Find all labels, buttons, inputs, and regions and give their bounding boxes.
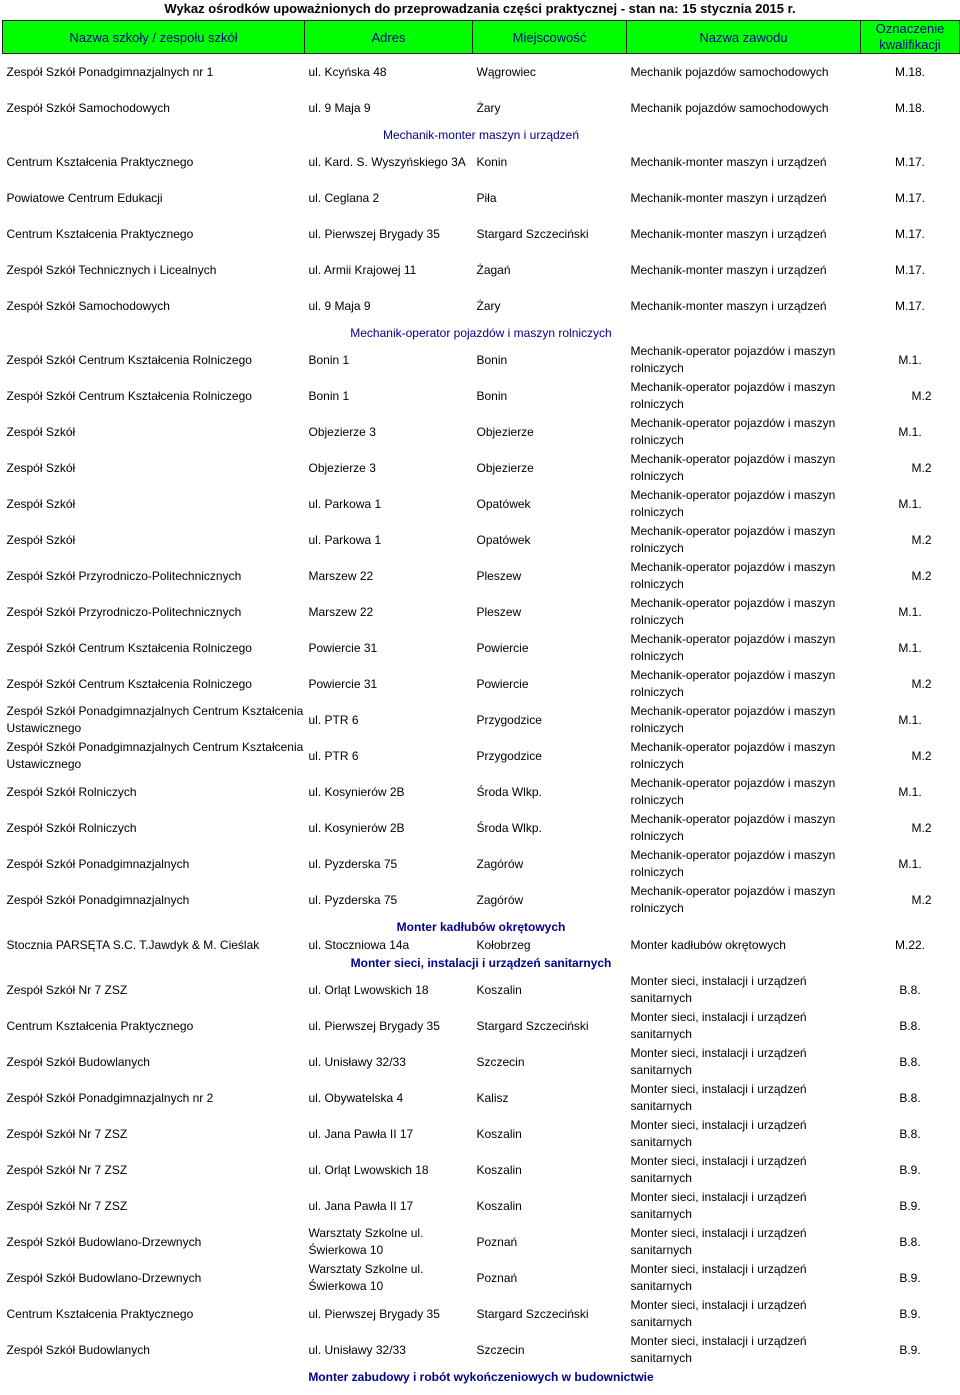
table-row — [3, 252, 960, 288]
cell-school: Zespół Szkół — [6, 460, 76, 475]
header-address: Adres — [305, 21, 473, 54]
cell-address: ul. Armii Krajowej 11 — [308, 262, 417, 277]
cell-school: Zespół Szkół Budowlano-Drzewnych — [6, 1270, 202, 1285]
cell-qualification: M.2 — [911, 820, 932, 835]
cell-school: Zespół Szkół Ponadgimnazjalnych Centrum Kształcenia Ustawicznego — [6, 740, 304, 771]
cell-qualification: M.1. — [898, 712, 922, 727]
cell-city: Pleszew — [476, 604, 522, 619]
cell-address: Warsztaty Szkolne ul. Świerkowa 10 — [308, 1226, 424, 1257]
cell-address: ul. 9 Maja 9 — [308, 100, 371, 115]
cell-qualification: M.1. — [898, 784, 922, 799]
cell-school: Zespół Szkół Przyrodniczo-Politechnicznych — [6, 604, 242, 619]
cell-profession: Mechanik pojazdów samochodowych — [630, 64, 829, 79]
cell-city: Piła — [476, 190, 497, 205]
header-school: Nazwa szkoły / zespołu szkół — [3, 21, 305, 54]
cell-profession: Mechanik-operator pojazdów i maszyn rolniczych — [630, 596, 836, 627]
cell-profession: Mechanik-operator pojazdów i maszyn rolniczych — [630, 344, 836, 375]
cell-school: Zespół Szkół — [6, 496, 76, 511]
cell-city: Bonin — [476, 388, 508, 403]
table-row — [3, 810, 960, 846]
cell-profession: Monter sieci, instalacji i urządzeń sanitarnych — [630, 1334, 807, 1365]
cell-city: Stargard Szczeciński — [476, 1018, 589, 1033]
table-row — [3, 1224, 960, 1260]
cell-profession: Mechanik-monter maszyn i urządzeń — [630, 190, 827, 205]
cell-address: Bonin 1 — [308, 352, 350, 367]
cell-city: Środa Wlkp. — [476, 820, 542, 835]
cell-profession: Monter sieci, instalacji i urządzeń sanitarnych — [630, 1010, 807, 1041]
header-city: Miejscowość — [473, 21, 627, 54]
cell-school: Zespół Szkół Ponadgimnazjalnych — [6, 856, 190, 871]
cell-city: Stargard Szczeciński — [476, 226, 589, 241]
cell-address: ul. Pyzderska 75 — [308, 856, 398, 871]
cell-address: ul. Ceglana 2 — [308, 190, 380, 205]
table-row — [3, 522, 960, 558]
cell-address: Bonin 1 — [308, 388, 350, 403]
cell-address: ul. PTR 6 — [308, 748, 359, 763]
table-row — [3, 1260, 960, 1296]
cell-address: Warsztaty Szkolne ul. Świerkowa 10 — [308, 1262, 424, 1293]
cell-school: Zespół Szkół Ponadgimnazjalnych Centrum Kształcenia Ustawicznego — [6, 704, 304, 735]
cell-address: Objezierze 3 — [308, 460, 376, 475]
table-row — [3, 1116, 960, 1152]
cell-profession: Mechanik-operator pojazdów i maszyn rolniczych — [630, 704, 836, 735]
cell-profession: Mechanik-monter maszyn i urządzeń — [630, 262, 827, 277]
cell-qualification: M.17. — [894, 154, 925, 169]
cell-school: Zespół Szkół Technicznych i Licealnych — [6, 262, 217, 277]
cell-profession: Mechanik-operator pojazdów i maszyn rolniczych — [630, 560, 836, 591]
table-row — [3, 936, 960, 954]
cell-school: Zespół Szkół Nr 7 ZSZ — [6, 1198, 128, 1213]
cell-qualification: M.18. — [894, 100, 925, 115]
cell-profession: Monter sieci, instalacji i urządzeń sanitarnych — [630, 1082, 807, 1113]
cell-school: Zespół Szkół Budowlano-Drzewnych — [6, 1234, 202, 1249]
page-title: Wykaz ośrodków upoważnionych do przeprowadzania części praktycznej - stan na: 15 stycznia 2015 r. — [164, 1, 796, 16]
table-row — [3, 216, 960, 252]
cell-city: Kalisz — [476, 1090, 509, 1105]
cell-school: Zespół Szkół Ponadgimnazjalnych — [6, 892, 190, 907]
cell-qualification: B.8. — [899, 982, 921, 997]
cell-address: ul. Kosynierów 2B — [308, 820, 405, 835]
cell-profession: Mechanik-operator pojazdów i maszyn rolniczych — [630, 812, 836, 843]
cell-address: Powiercie 31 — [308, 676, 378, 691]
cell-address: ul. Orląt Lwowskich 18 — [308, 982, 429, 997]
cell-address: Objezierze 3 — [308, 424, 376, 439]
cell-city: Przygodzice — [476, 712, 542, 727]
section-title: Monter sieci, instalacji i urządzeń sanitarnych — [350, 955, 612, 970]
cell-address: ul. Orląt Lwowskich 18 — [308, 1162, 429, 1177]
cell-address: ul. Pyzderska 75 — [308, 892, 398, 907]
cell-city: Poznań — [476, 1270, 518, 1285]
cell-qualification: B.8. — [899, 1126, 921, 1141]
cell-qualification: M.18. — [894, 64, 925, 79]
section-title: Monter kadłubów okrętowych — [396, 919, 566, 934]
table-row — [3, 378, 960, 414]
table-row — [3, 486, 960, 522]
cell-profession: Mechanik-monter maszyn i urządzeń — [630, 298, 827, 313]
cell-city: Poznań — [476, 1234, 518, 1249]
section-header-row — [3, 954, 960, 972]
cell-address: ul. Jana Pawła II 17 — [308, 1198, 414, 1213]
cell-profession: Monter sieci, instalacji i urządzeń sanitarnych — [630, 1118, 807, 1149]
table-row — [3, 144, 960, 180]
cell-qualification: M.1. — [898, 496, 922, 511]
cell-city: Powiercie — [476, 676, 529, 691]
cell-profession: Mechanik-operator pojazdów i maszyn rolniczych — [630, 848, 836, 879]
cell-qualification: M.2 — [911, 748, 932, 763]
table-row — [3, 1332, 960, 1368]
cell-profession: Mechanik-operator pojazdów i maszyn rolniczych — [630, 776, 836, 807]
cell-city: Koszalin — [476, 1126, 522, 1141]
table-row — [3, 630, 960, 666]
cell-profession: Monter sieci, instalacji i urządzeń sanitarnych — [630, 1298, 807, 1329]
cell-qualification: M.1. — [898, 604, 922, 619]
cell-address: ul. PTR 6 — [308, 712, 359, 727]
cell-address: ul. Kosynierów 2B — [308, 784, 405, 799]
cell-qualification: B.9. — [899, 1162, 921, 1177]
cell-profession: Mechanik-operator pojazdów i maszyn rolniczych — [630, 740, 836, 771]
cell-city: Objezierze — [476, 424, 534, 439]
table-row — [3, 702, 960, 738]
cell-school: Centrum Kształcenia Praktycznego — [6, 226, 194, 241]
table-row — [3, 738, 960, 774]
cell-city: Stargard Szczeciński — [476, 1306, 589, 1321]
cell-profession: Mechanik-operator pojazdów i maszyn rolniczych — [630, 488, 836, 519]
cell-profession: Monter sieci, instalacji i urządzeń sanitarnych — [630, 1226, 807, 1257]
cell-school: Zespół Szkół Ponadgimnazjalnych nr 1 — [6, 64, 214, 79]
cell-profession: Mechanik-operator pojazdów i maszyn rolniczych — [630, 452, 836, 483]
cell-qualification: B.8. — [899, 1054, 921, 1069]
cell-qualification: M.1. — [898, 424, 922, 439]
cell-profession: Monter sieci, instalacji i urządzeń sanitarnych — [630, 1262, 807, 1293]
cell-qualification: M.1. — [898, 856, 922, 871]
cell-school: Zespół Szkół Budowlanych — [6, 1342, 150, 1357]
cell-school: Zespół Szkół Przyrodniczo-Politechnicznych — [6, 568, 242, 583]
cell-school: Zespół Szkół Centrum Kształcenia Rolniczego — [6, 352, 252, 367]
cell-city: Pleszew — [476, 568, 522, 583]
table-row — [3, 882, 960, 918]
cell-profession: Mechanik pojazdów samochodowych — [630, 100, 829, 115]
table-row — [3, 1044, 960, 1080]
table-row — [3, 972, 960, 1008]
cell-city: Wągrowiec — [476, 64, 536, 79]
cell-city: Objezierze — [476, 460, 534, 475]
cell-profession: Monter sieci, instalacji i urządzeń sanitarnych — [630, 1046, 807, 1077]
cell-school: Stocznia PARSĘTA S.C. T.Jawdyk & M. Cieślak — [6, 937, 260, 952]
cell-address: ul. Unisławy 32/33 — [308, 1054, 406, 1069]
cell-city: Bonin — [476, 352, 508, 367]
cell-school: Zespół Szkół Nr 7 ZSZ — [6, 1162, 128, 1177]
table-row — [3, 846, 960, 882]
table-row — [3, 594, 960, 630]
cell-qualification: M.17. — [894, 190, 925, 205]
cell-qualification: M.17. — [894, 262, 925, 277]
table-body — [3, 54, 960, 1387]
cell-address: ul. 9 Maja 9 — [308, 298, 371, 313]
cell-profession: Monter kadłubów okrętowych — [630, 937, 786, 952]
cell-qualification: M.2 — [911, 460, 932, 475]
table-row — [3, 90, 960, 126]
cell-qualification: B.9. — [899, 1342, 921, 1357]
cell-city: Żagań — [476, 262, 511, 277]
section-header-row — [3, 1368, 960, 1386]
cell-city: Koszalin — [476, 1162, 522, 1177]
cell-city: Koszalin — [476, 982, 522, 997]
table-row — [3, 288, 960, 324]
table-row — [3, 54, 960, 91]
cell-city: Zagórów — [476, 856, 524, 871]
cell-qualification: B.8. — [899, 1018, 921, 1033]
cell-address: ul. Pierwszej Brygady 35 — [308, 1018, 440, 1033]
cell-city: Szczecin — [476, 1342, 525, 1357]
cell-school: Centrum Kształcenia Praktycznego — [6, 154, 194, 169]
cell-school: Centrum Kształcenia Praktycznego — [6, 1018, 194, 1033]
table-row — [3, 558, 960, 594]
table-row — [3, 666, 960, 702]
cell-school: Zespół Szkół Nr 7 ZSZ — [6, 1126, 128, 1141]
table-row — [3, 450, 960, 486]
table-row — [3, 1188, 960, 1224]
section-header-row — [3, 324, 960, 342]
cell-school: Zespół Szkół Samochodowych — [6, 100, 170, 115]
cell-city: Opatówek — [476, 532, 531, 547]
cell-address: ul. Unisławy 32/33 — [308, 1342, 406, 1357]
cell-school: Zespół Szkół Nr 7 ZSZ — [6, 982, 128, 997]
cell-profession: Mechanik-operator pojazdów i maszyn rolniczych — [630, 668, 836, 699]
section-header-row — [3, 126, 960, 144]
section-title: Mechanik-monter maszyn i urządzeń — [382, 127, 580, 142]
cell-address: Marszew 22 — [308, 604, 374, 619]
cell-school: Zespół Szkół Centrum Kształcenia Rolniczego — [6, 640, 252, 655]
cell-city: Zagórów — [476, 892, 524, 907]
cell-qualification: M.17. — [894, 298, 925, 313]
cell-address: ul. Kard. S. Wyszyńskiego 3A — [308, 154, 466, 169]
cell-city: Żary — [476, 100, 501, 115]
cell-school: Powiatowe Centrum Edukacji — [6, 190, 163, 205]
cell-qualification: M.2 — [911, 892, 932, 907]
cell-address: Marszew 22 — [308, 568, 374, 583]
cell-city: Żary — [476, 298, 501, 313]
cell-address: ul. Stoczniowa 14a — [308, 937, 410, 952]
cell-city: Powiercie — [476, 640, 529, 655]
cell-profession: Monter sieci, instalacji i urządzeń sanitarnych — [630, 1190, 807, 1221]
cell-profession: Mechanik-operator pojazdów i maszyn rolniczych — [630, 632, 836, 663]
table-row — [3, 1080, 960, 1116]
cell-profession: Mechanik-operator pojazdów i maszyn rolniczych — [630, 524, 836, 555]
section-title: Mechanik-operator pojazdów i maszyn rolniczych — [350, 325, 612, 340]
section-header-row — [3, 918, 960, 936]
cell-qualification: M.2 — [911, 676, 932, 691]
cell-address: ul. Pierwszej Brygady 35 — [308, 1306, 440, 1321]
cell-qualification: M.17. — [894, 226, 925, 241]
cell-school: Zespół Szkół — [6, 532, 76, 547]
cell-profession: Mechanik-operator pojazdów i maszyn rolniczych — [630, 416, 836, 447]
cell-city: Konin — [476, 154, 508, 169]
cell-profession: Mechanik-operator pojazdów i maszyn rolniczych — [630, 380, 836, 411]
cell-profession: Mechanik-monter maszyn i urządzeń — [630, 154, 827, 169]
centers-table — [2, 20, 960, 1386]
table-row — [3, 1296, 960, 1332]
cell-qualification: B.9. — [899, 1198, 921, 1213]
cell-address: ul. Kcyńska 48 — [308, 64, 387, 79]
cell-school: Zespół Szkół Rolniczych — [6, 784, 137, 799]
header-qualification: Oznaczenie kwalifikacji — [861, 21, 960, 54]
cell-address: ul. Parkowa 1 — [308, 496, 382, 511]
cell-qualification: M.2 — [911, 388, 932, 403]
table-row — [3, 414, 960, 450]
cell-address: ul. Pierwszej Brygady 35 — [308, 226, 440, 241]
cell-school: Zespół Szkół Centrum Kształcenia Rolniczego — [6, 676, 252, 691]
cell-city: Kołobrzeg — [476, 937, 531, 952]
cell-qualification: M.22. — [894, 937, 925, 952]
cell-address: ul. Obywatelska 4 — [308, 1090, 404, 1105]
cell-school: Zespół Szkół Centrum Kształcenia Rolniczego — [6, 388, 252, 403]
header-profession: Nazwa zawodu — [627, 21, 861, 54]
cell-city: Szczecin — [476, 1054, 525, 1069]
table-row — [3, 1152, 960, 1188]
cell-qualification: B.9. — [899, 1306, 921, 1321]
cell-school: Zespół Szkół Budowlanych — [6, 1054, 150, 1069]
cell-profession: Monter sieci, instalacji i urządzeń sanitarnych — [630, 1154, 807, 1185]
section-title: Monter zabudowy i robót wykończeniowych w budownictwie — [308, 1369, 654, 1384]
cell-qualification: M.2 — [911, 568, 932, 583]
cell-qualification: B.9. — [899, 1270, 921, 1285]
table-row — [3, 180, 960, 216]
cell-qualification: B.8. — [899, 1234, 921, 1249]
cell-address: ul. Parkowa 1 — [308, 532, 382, 547]
cell-city: Koszalin — [476, 1198, 522, 1213]
table-header-row — [3, 21, 960, 54]
table-row — [3, 342, 960, 378]
cell-school: Zespół Szkół Rolniczych — [6, 820, 137, 835]
table-row — [3, 774, 960, 810]
cell-address: Powiercie 31 — [308, 640, 378, 655]
cell-city: Środa Wlkp. — [476, 784, 542, 799]
cell-school: Centrum Kształcenia Praktycznego — [6, 1306, 194, 1321]
cell-profession: Mechanik-monter maszyn i urządzeń — [630, 226, 827, 241]
cell-profession: Mechanik-operator pojazdów i maszyn rolniczych — [630, 884, 836, 915]
cell-school: Zespół Szkół Ponadgimnazjalnych nr 2 — [6, 1090, 214, 1105]
cell-school: Zespół Szkół — [6, 424, 76, 439]
cell-profession: Monter sieci, instalacji i urządzeń sanitarnych — [630, 974, 807, 1005]
cell-school: Zespół Szkół Samochodowych — [6, 298, 170, 313]
cell-qualification: M.1. — [898, 640, 922, 655]
cell-qualification: B.8. — [899, 1090, 921, 1105]
cell-qualification: M.1. — [898, 352, 922, 367]
cell-city: Opatówek — [476, 496, 531, 511]
cell-city: Przygodzice — [476, 748, 542, 763]
table-row — [3, 1008, 960, 1044]
cell-qualification: M.2 — [911, 532, 932, 547]
cell-address: ul. Jana Pawła II 17 — [308, 1126, 414, 1141]
